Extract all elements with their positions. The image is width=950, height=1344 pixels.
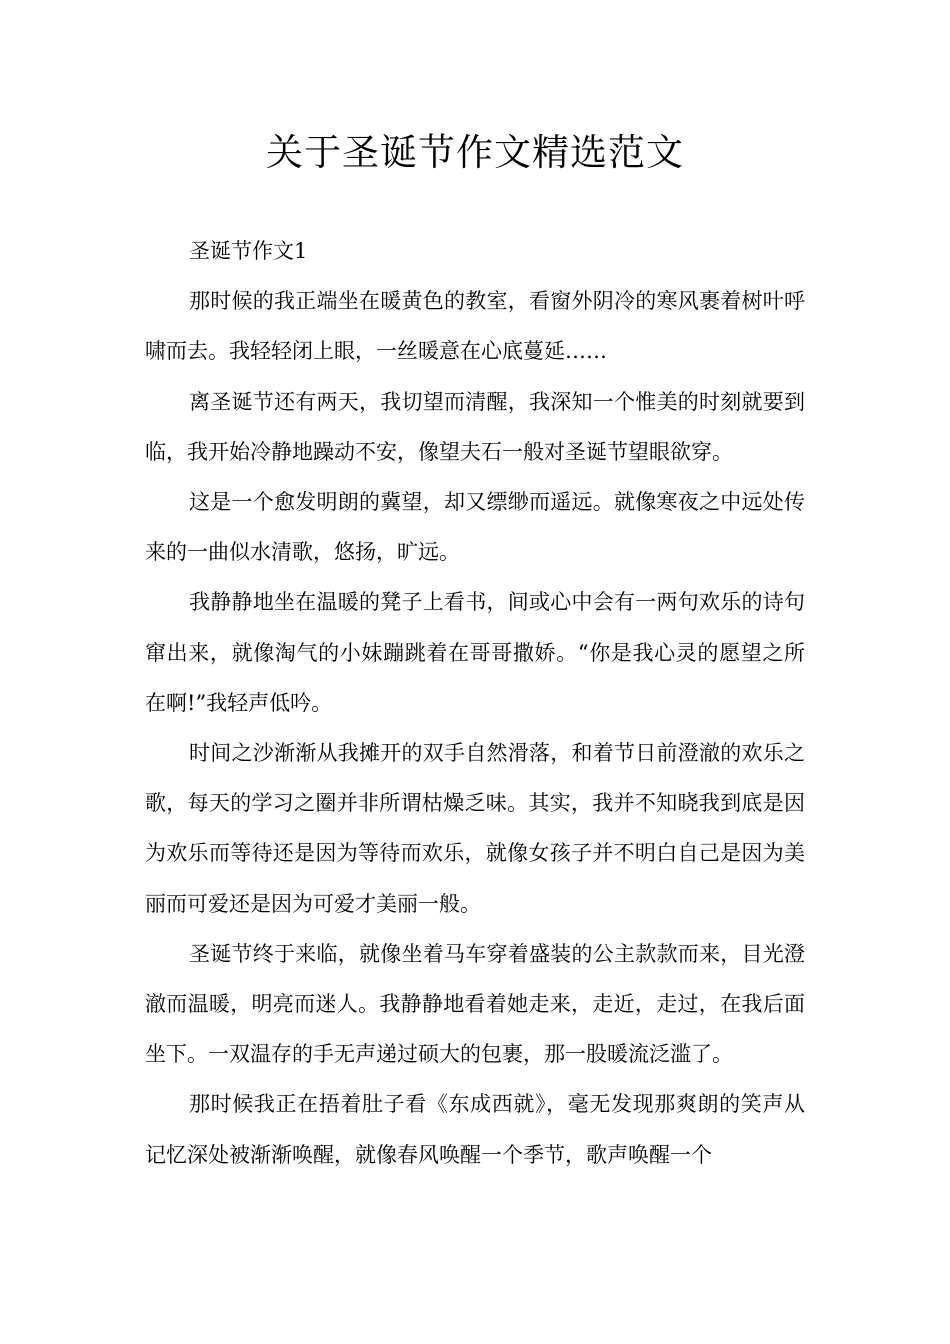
section-heading: 圣诞节作文1 [189,239,308,263]
paragraph: 那时候我正在捂着肚子看《东成西就》，毫无发现那爽朗的笑声从记忆深处被渐渐唤醒，就像春风唤醒一个季节，歌声唤醒一个 [145,1092,805,1167]
paragraph: 圣诞节终于来临，就像坐着马车穿着盛装的公主款款而来，目光澄澈而温暖，明亮而迷人。我静静地看着她走来，走近，走过，在我后面坐下。一双温存的手无声递过硕大的包裹，那一股暖流泛滥了。 [145,941,805,1067]
paragraph: 我静静地坐在温暖的凳子上看书，间或心中会有一两句欢乐的诗句窜出来，就像淘气的小妹蹦跳着在哥哥撒娇。“你是我心灵的愿望之所在啊!”我轻声低吟。 [145,590,805,715]
document-title: 关于圣诞节作文精选范文 [266,131,684,174]
paragraph: 这是一个愈发明朗的冀望，却又缥缈而遥远。就像寒夜之中远处传来的一曲似水清歌，悠扬，旷远。 [145,490,805,565]
document-body [145,226,805,1180]
paragraph: 那时候的我正端坐在暖黄色的教室，看窗外阴冷的寒风裹着树叶呼啸而去。我轻轻闭上眼，一丝暖意在心底蔓延…… [145,289,805,364]
paragraph: 离圣诞节还有两天，我切望而清醒，我深知一个惟美的时刻就要到临，我开始冷静地躁动不安，像望夫石一般对圣诞节望眼欲穿。 [145,389,805,464]
paragraph: 时间之沙渐渐从我摊开的双手自然滑落，和着节日前澄澈的欢乐之歌，每天的学习之圈并非所谓枯燥乏味。其实，我并不知晓我到底是因为欢乐而等待还是因为等待而欢乐，就像女孩子并不明白自己是因为美丽而可爱还是因为可爱才美丽一般。 [145,741,805,916]
